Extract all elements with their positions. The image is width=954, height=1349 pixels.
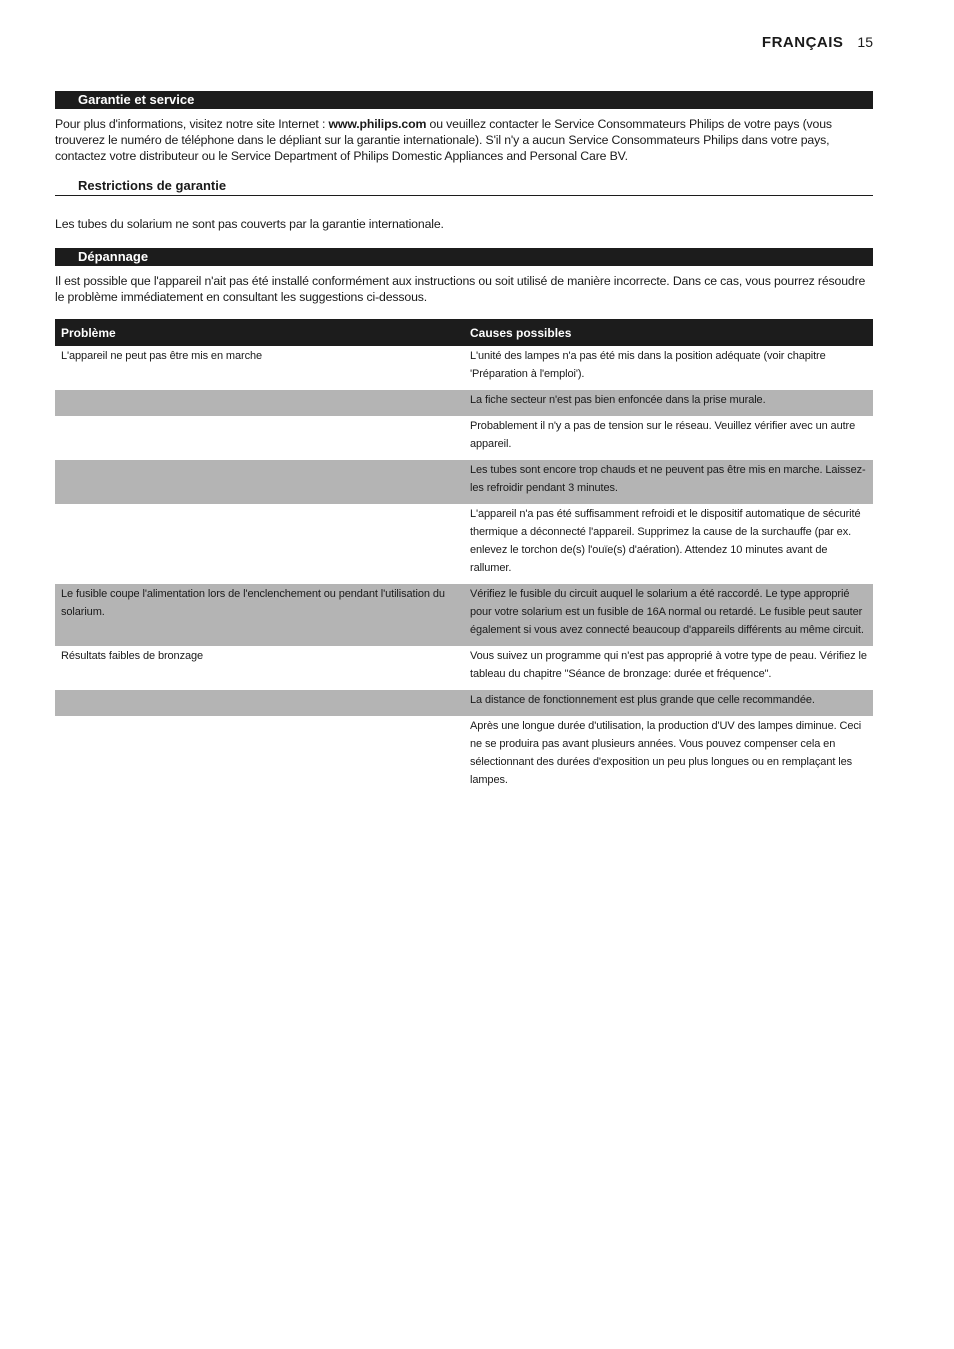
problem-cell	[55, 460, 464, 504]
warranty-text-before: Pour plus d'informations, visitez notre site Internet :	[55, 117, 329, 131]
warranty-paragraph	[55, 116, 873, 164]
table-row	[55, 646, 873, 690]
cause-cell: L'unité des lampes n'a pas été mis dans la position adéquate (voir chapitre 'Préparation à l'emploi').	[470, 350, 826, 380]
page-header	[762, 34, 873, 51]
table-header-row	[55, 319, 873, 346]
cause-cell: La fiche secteur n'est pas bien enfoncée dans la prise murale.	[464, 390, 873, 416]
column-header-causes: Causes possibles	[464, 319, 873, 346]
troubleshooting-intro: Il est possible que l'appareil n'ait pas été installé conformément aux instructions ou soit utilisé de manière incorrecte. Dans ce cas, vous pourrez résoudre le problème immédiatement en consultant les suggestions ci-dessous.	[55, 274, 866, 304]
section-title-troubleshooting: Dépannage	[55, 248, 873, 266]
cause-cell: La distance de fonctionnement est plus grande que celle recommandée.	[464, 690, 873, 716]
cause-cell: Probablement il n'y a pas de tension sur le réseau. Veuillez vérifier avec un autre appareil.	[470, 420, 856, 450]
cause-cell: L'appareil n'a pas été suffisamment refroidi et le dispositif automatique de sécurité thermique a déconnecté l'appareil. Supprimez la cause de la surchauffe (par ex. enlevez le torchon de(s) l'ouïe(s) d'aération). Attendez 10 minutes avant de rallumer.	[470, 508, 861, 574]
problem-cell	[55, 690, 464, 716]
warranty-text-after: ou veuillez contacter le Service Consommateurs Philips de votre pays (vous trouverez le numéro de téléphone dans le dépliant sur la garantie internationale). S'il n'y a aucun Service Consommateurs Philips dans votre pays, contactez votre distributeur ou le Service Department of Philips Domestic Appliances and Personal Care BV.	[55, 117, 832, 163]
table-row	[55, 584, 873, 646]
table-row	[55, 346, 873, 390]
cause-cell: Les tubes sont encore trop chauds et ne peuvent pas être mis en marche. Laissez-les refroidir pendant 3 minutes.	[464, 460, 873, 504]
table-row	[55, 390, 873, 416]
troubleshooting-table	[55, 319, 873, 796]
section-title-restrictions: Restrictions de garantie	[55, 178, 873, 196]
problem-cell	[55, 504, 464, 584]
cause-cell: Vérifiez le fusible du circuit auquel le solarium a été raccordé. Le type approprié pour votre solarium est un fusible de 16A normal ou retardé. Le fusible peut sauter également si vous avez connecté beaucoup d'appareils différents au même circuit.	[464, 584, 873, 646]
table-row	[55, 716, 873, 796]
language-label: FRANÇAIS	[761, 34, 844, 51]
table-row	[55, 416, 873, 460]
problem-cell	[55, 390, 464, 416]
page-number: 15	[857, 34, 873, 50]
website-link[interactable]: www.philips.com	[328, 117, 427, 131]
table-row	[55, 504, 873, 584]
section-title-warranty: Garantie et service	[55, 91, 873, 109]
table-row	[55, 460, 873, 504]
problem-cell: Résultats faibles de bronzage	[61, 650, 204, 662]
cause-cell: Après une longue durée d'utilisation, la production d'UV des lampes diminue. Ceci ne se produira pas avant plusieurs années. Vous pouvez compenser cela en sélectionnant des durées d'exposition un peu plus longues ou en remplaçant les lampes.	[470, 720, 862, 786]
cause-cell: Vous suivez un programme qui n'est pas approprié à votre type de peau. Vérifiez le tableau du chapitre "Séance de bronzage: durée et fréquence".	[470, 650, 867, 680]
problem-cell	[55, 716, 464, 796]
problem-cell	[55, 416, 464, 460]
page-content	[55, 91, 873, 796]
column-header-problem: Problème	[55, 319, 464, 346]
table-row	[55, 690, 873, 716]
problem-cell: L'appareil ne peut pas être mis en marche	[61, 350, 263, 362]
problem-cell: Le fusible coupe l'alimentation lors de l'enclenchement ou pendant l'utilisation du solarium.	[55, 584, 464, 646]
restrictions-paragraph: Les tubes du solarium ne sont pas couverts par la garantie internationale.	[55, 217, 444, 231]
